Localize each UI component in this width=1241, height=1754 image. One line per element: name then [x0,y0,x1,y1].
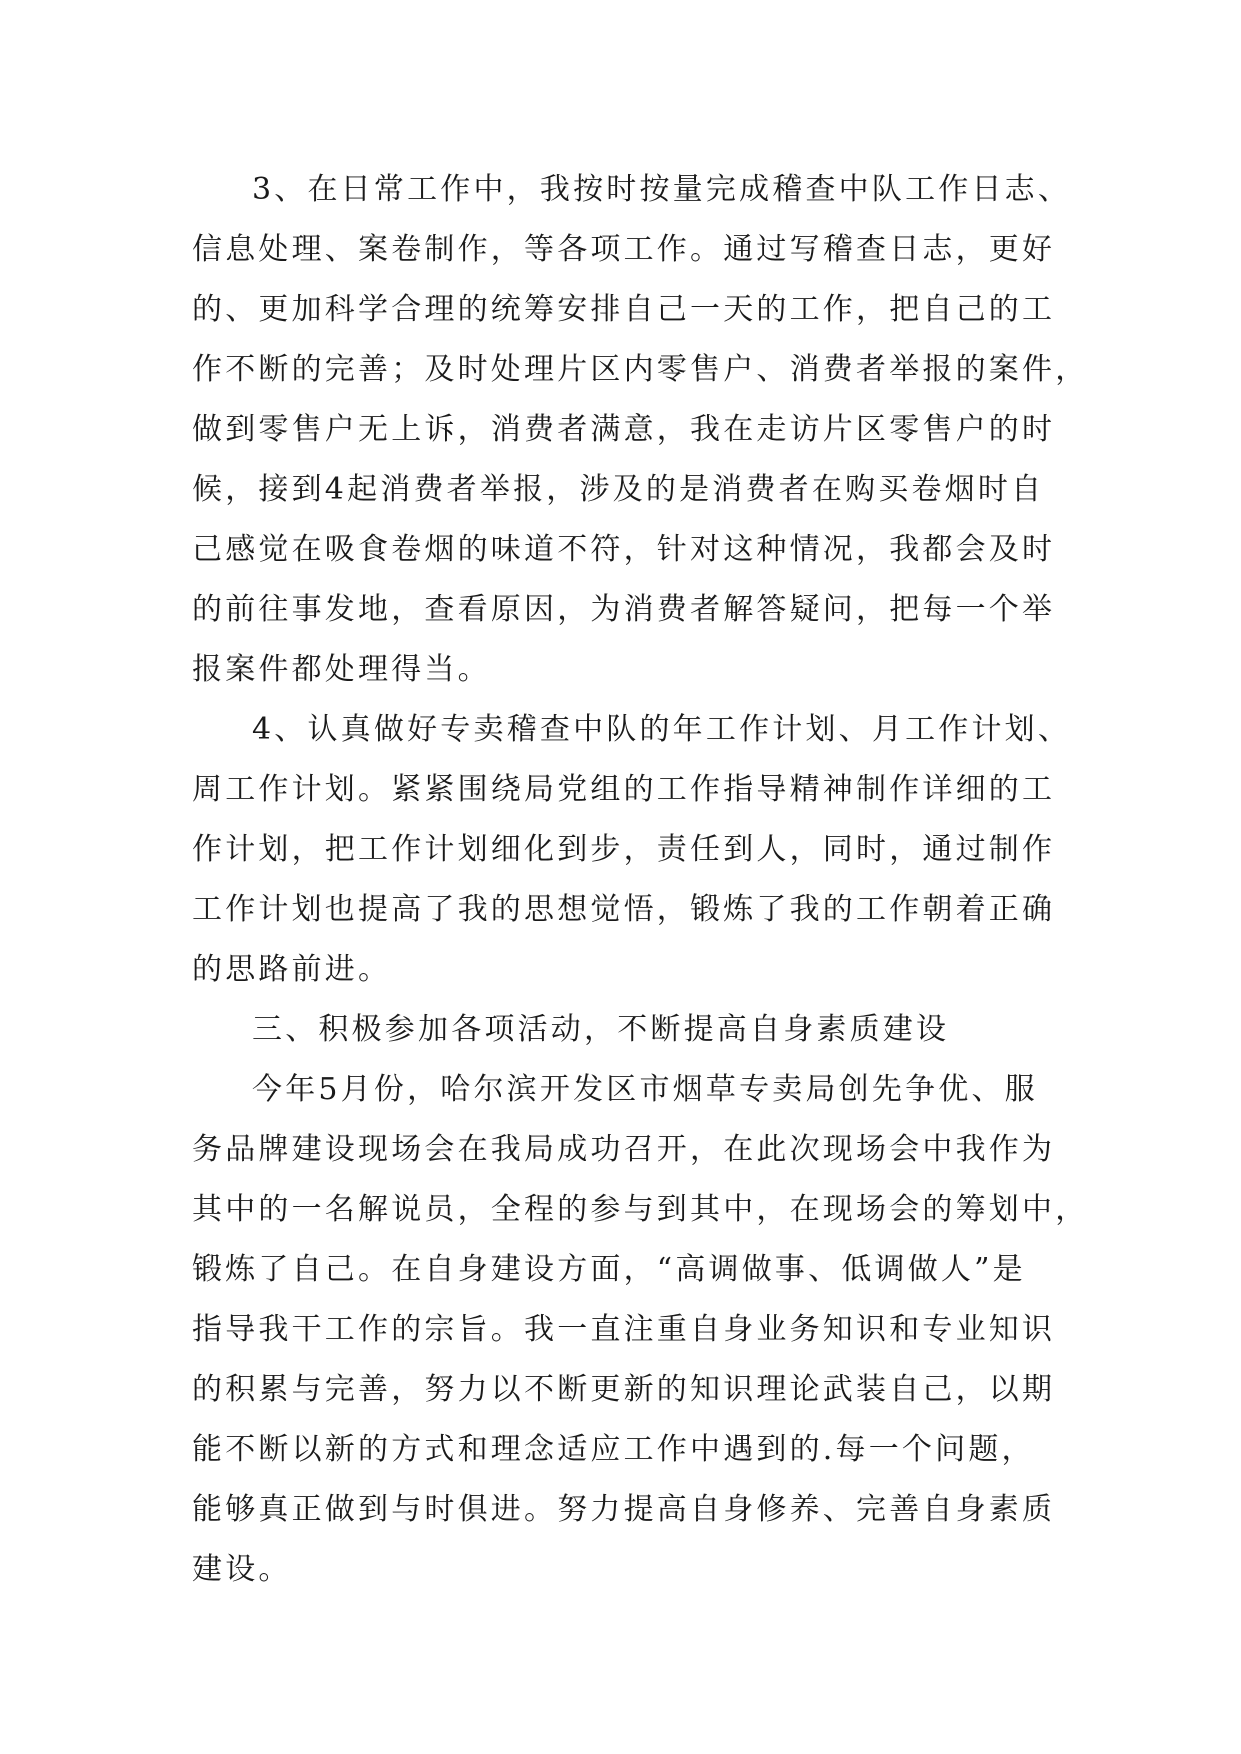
paragraph-5-line-6: 的积累与完善，努力以不断更新的知识理论武装自己，以期 [192,1372,1056,1407]
paragraph-4-line-5: 的思路前进。 [192,952,392,987]
paragraph-5-line-4: 锻炼了自己。在自身建设方面，“高调做事、低调做人”是 [192,1252,1026,1287]
paragraph-4-line-3: 作计划，把工作计划细化到步，责任到人，同时，通过制作 [192,832,1056,867]
paragraph-5-line-3: 其中的一名解说员，全程的参与到其中，在现场会的筹划中， [192,1192,1089,1227]
paragraph-5-line-8: 能够真正做到与时俱进。努力提高自身修养、完善自身素质 [192,1492,1056,1527]
paragraph-3-line-8: 的前往事发地，查看原因，为消费者解答疑问，把每一个举 [192,592,1056,627]
paragraph-3-line-6: 候，接到4起消费者举报，涉及的是消费者在购买卷烟时自 [192,472,1045,507]
paragraph-5-line-1: 今年5月份，哈尔滨开发区市烟草专卖局创先争优、服 [252,1072,1038,1107]
paragraph-3-line-7: 己感觉在吸食卷烟的味道不符，针对这种情况，我都会及时 [192,532,1056,567]
section-heading: 三、积极参加各项活动，不断提高自身素质建设 [252,1012,950,1047]
paragraph-5-line-5: 指导我干工作的宗旨。我一直注重自身业务知识和专业知识 [192,1312,1056,1347]
paragraph-5-line-2: 务品牌建设现场会在我局成功召开，在此次现场会中我作为 [192,1132,1056,1167]
paragraph-3-line-1: 3、在日常工作中，我按时按量完成稽查中队工作日志、 [252,172,1072,207]
paragraph-4-line-1: 4、认真做好专卖稽查中队的年工作计划、月工作计划、 [252,712,1072,747]
paragraph-4-line-2: 周工作计划。紧紧围绕局党组的工作指导精神制作详细的工 [192,772,1056,807]
paragraph-4-line-4: 工作计划也提高了我的思想觉悟，锻炼了我的工作朝着正确 [192,892,1056,927]
paragraph-5-line-9: 建设。 [192,1552,292,1587]
paragraph-5-line-7: 能不断以新的方式和理念适应工作中遇到的.每一个问题， [192,1432,1035,1467]
paragraph-3-line-2: 信息处理、案卷制作，等各项工作。通过写稽查日志，更好 [192,232,1056,267]
paragraph-3-line-5: 做到零售户无上诉，消费者满意，我在走访片区零售户的时 [192,412,1056,447]
paragraph-3-line-9: 报案件都处理得当。 [192,652,491,687]
document-body [192,160,1089,1600]
paragraph-3-line-4: 作不断的完善；及时处理片区内零售户、消费者举报的案件， [192,352,1089,387]
paragraph-3-line-3: 的、更加科学合理的统筹安排自己一天的工作，把自己的工 [192,292,1056,327]
